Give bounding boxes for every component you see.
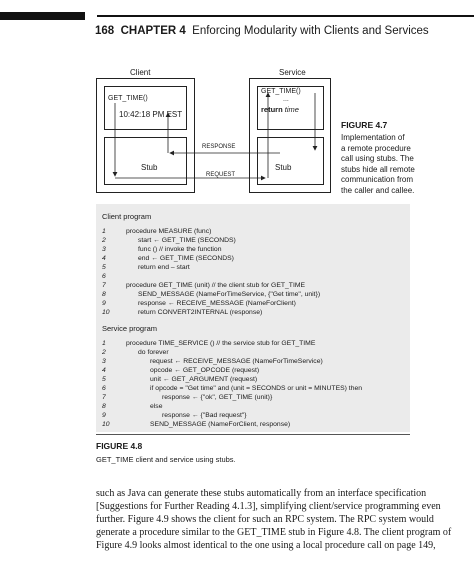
body-line: [Suggestions for Further Reading 4.1.3], simplifying client/service programming even [96,501,441,512]
clock-value: 10:42:18 PM EST [119,110,183,119]
figure-4-8-label: FIGURE 4.8 [96,441,143,451]
response-label: RESPONSE [202,144,236,150]
body-line: further. Figure 4.9 shows the client for such an RPC system. The RPC system would [96,514,434,525]
service-stub-label: Stub [275,163,292,172]
figure-4-8-rule [96,434,410,435]
body-line: Figure 4.9 looks almost identical to the one using a local procedure call on page 149, [96,540,436,551]
request-label: REQUEST [206,172,236,178]
service-return: return time [261,105,299,114]
body-line: generate a procedure similar to the GET_TIME stub in Figure 4.8. The client program of [96,527,452,538]
service-dots: ... [283,96,289,103]
body-text [96,487,452,552]
figure-4-7-caption: Implementation of a remote procedure call using stubs. The stubs hide all remote communication from the caller and callee. [341,133,415,195]
client-program-title: Client program [102,212,152,221]
service-label: Service [279,68,306,77]
figure-4-7-label: FIGURE 4.7 [341,120,388,130]
body-line: such as Java can generate these stubs automatically from an interface specification [96,488,427,499]
service-program-title: Service program [102,324,158,333]
figure-4-8-caption: GET_TIME client and service using stubs. [96,455,236,464]
chapter-title: Enforcing Modularity with Clients and Services [192,25,429,37]
client-stub-label: Stub [141,163,158,172]
chapter-label: CHAPTER 4 [120,25,186,37]
service-get-time-label: GET_TIME() [261,88,301,95]
client-label: Client [130,68,151,77]
page-number: 168 [95,25,115,37]
client-get-time-label: GET_TIME() [108,95,148,102]
